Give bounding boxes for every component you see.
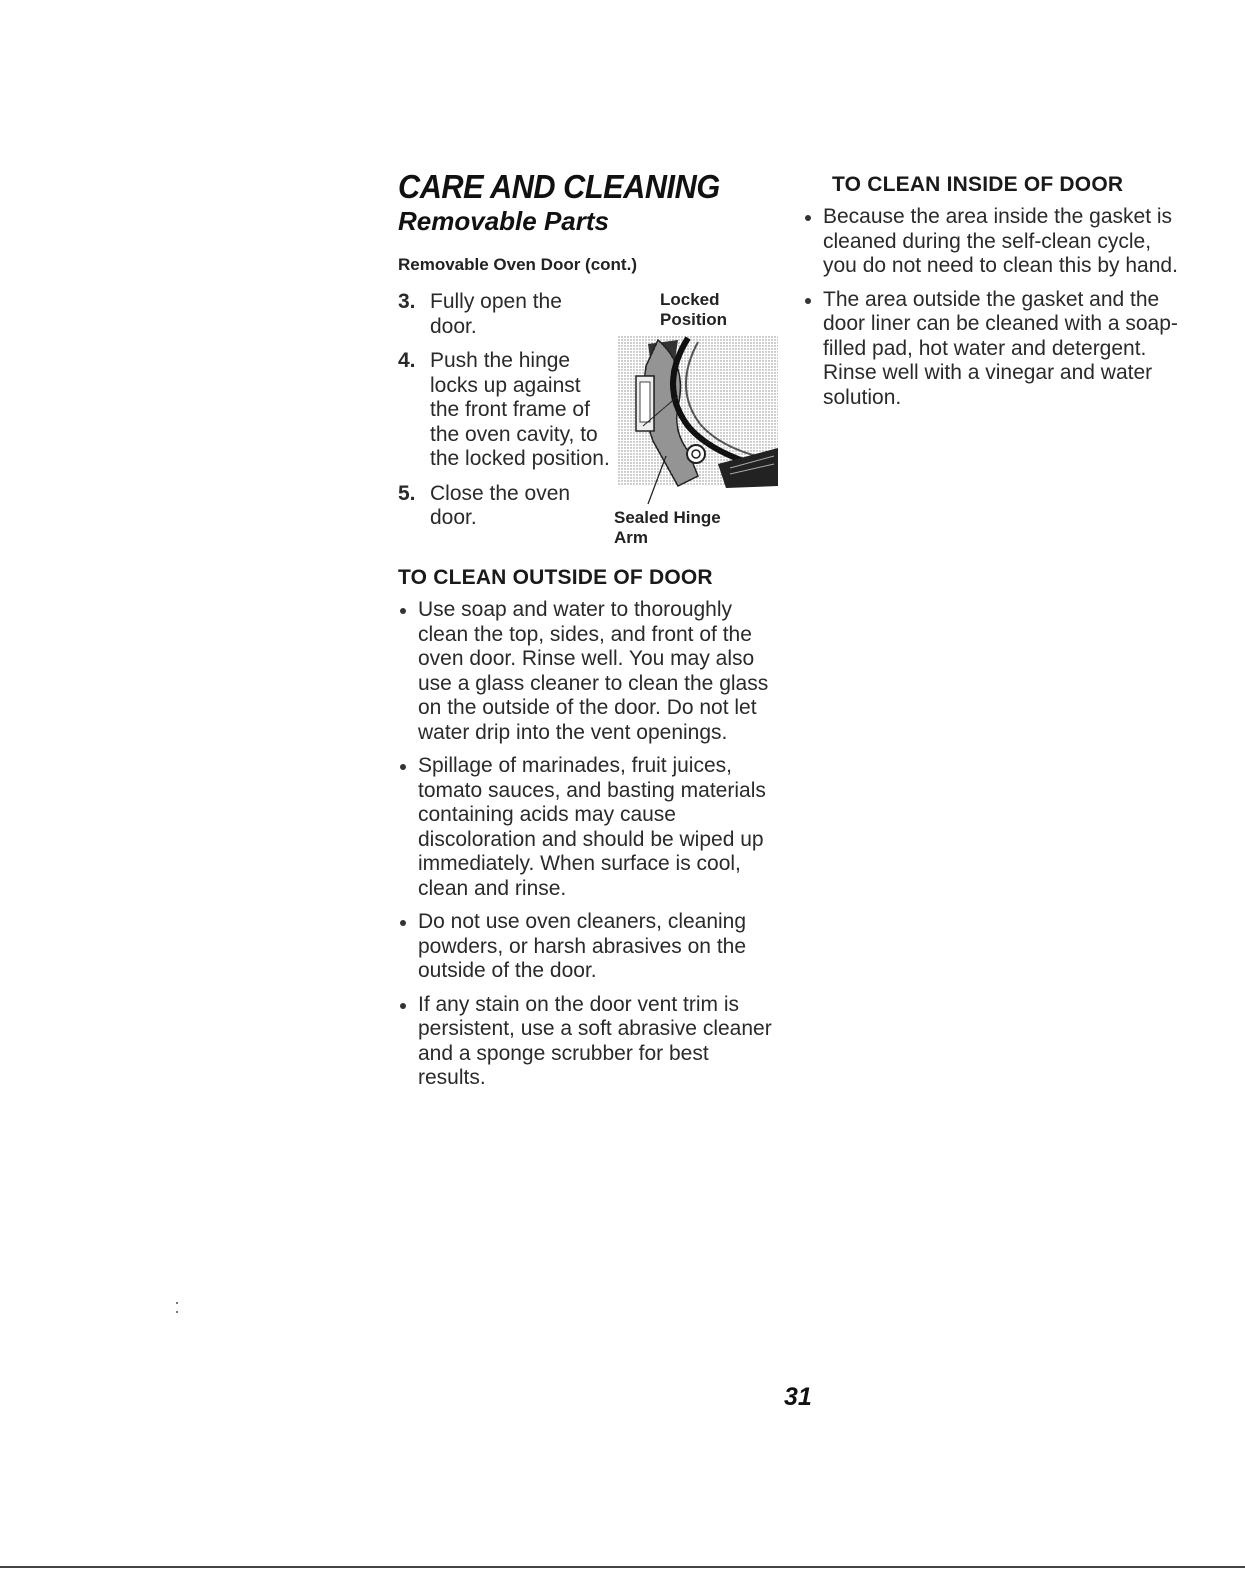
step-text: Push the hinge locks up against the front frame of the oven cavity, to the locked position. bbox=[430, 349, 610, 470]
inside-door-list bbox=[803, 205, 1183, 419]
step-number: 5. bbox=[398, 481, 416, 505]
list-item: Do not use oven cleaners, cleaning powders, or harsh abrasives on the outside of the door. bbox=[398, 910, 773, 984]
page-subtitle: Removable Parts bbox=[398, 206, 609, 236]
caption-text: Sealed Hinge Arm bbox=[614, 508, 721, 547]
figure-caption-hinge bbox=[614, 508, 744, 548]
hinge-illustration-icon bbox=[618, 336, 778, 506]
step-text: Fully open the door. bbox=[430, 290, 562, 338]
scan-speck bbox=[176, 1311, 178, 1313]
list-item: The area outside the gasket and the door liner can be cleaned with a soap-filled pad, hot water and detergent. Rinse well with a vinegar and water solution. bbox=[803, 288, 1183, 411]
figure-caption-locked bbox=[660, 290, 770, 330]
page-bottom-rule bbox=[0, 1566, 1245, 1568]
outside-door-list bbox=[398, 598, 773, 1100]
list-item: Spillage of marinades, fruit juices, tomato sauces, and basting materials containing acids may cause discoloration and should be wiped up immediately. When surface is cool, clean and rinse. bbox=[398, 754, 773, 901]
caption-text: Locked Position bbox=[660, 290, 728, 329]
list-item: Use soap and water to thoroughly clean the top, sides, and front of the oven door. Rinse well. You may also use a glass cleaner to clean the glass on the outside of the door. Do not let water drip into the vent openings. bbox=[398, 598, 773, 745]
inside-door-heading: TO CLEAN INSIDE OF DOOR bbox=[832, 173, 1124, 196]
page-number: 31 bbox=[784, 1383, 812, 1411]
list-item: If any stain on the door vent trim is persistent, use a soft abrasive cleaner and a sponge scrubber for best results. bbox=[398, 993, 773, 1091]
step-item bbox=[398, 290, 613, 339]
section-subhead: Removable Oven Door (cont.) bbox=[398, 255, 637, 274]
step-number: 3. bbox=[398, 290, 416, 313]
step-list bbox=[398, 290, 613, 541]
scan-speck bbox=[176, 1302, 178, 1304]
step-number: 4. bbox=[398, 349, 416, 372]
page-title: CARE AND CLEANING bbox=[398, 168, 720, 205]
outside-door-heading: TO CLEAN OUTSIDE OF DOOR bbox=[398, 566, 713, 589]
list-item: Because the area inside the gasket is cleaned during the self-clean cycle, you do not need to clean this by hand. bbox=[803, 205, 1183, 279]
step-item bbox=[398, 349, 613, 472]
step-item bbox=[398, 482, 613, 531]
step-text: Close the oven door. bbox=[430, 481, 571, 529]
